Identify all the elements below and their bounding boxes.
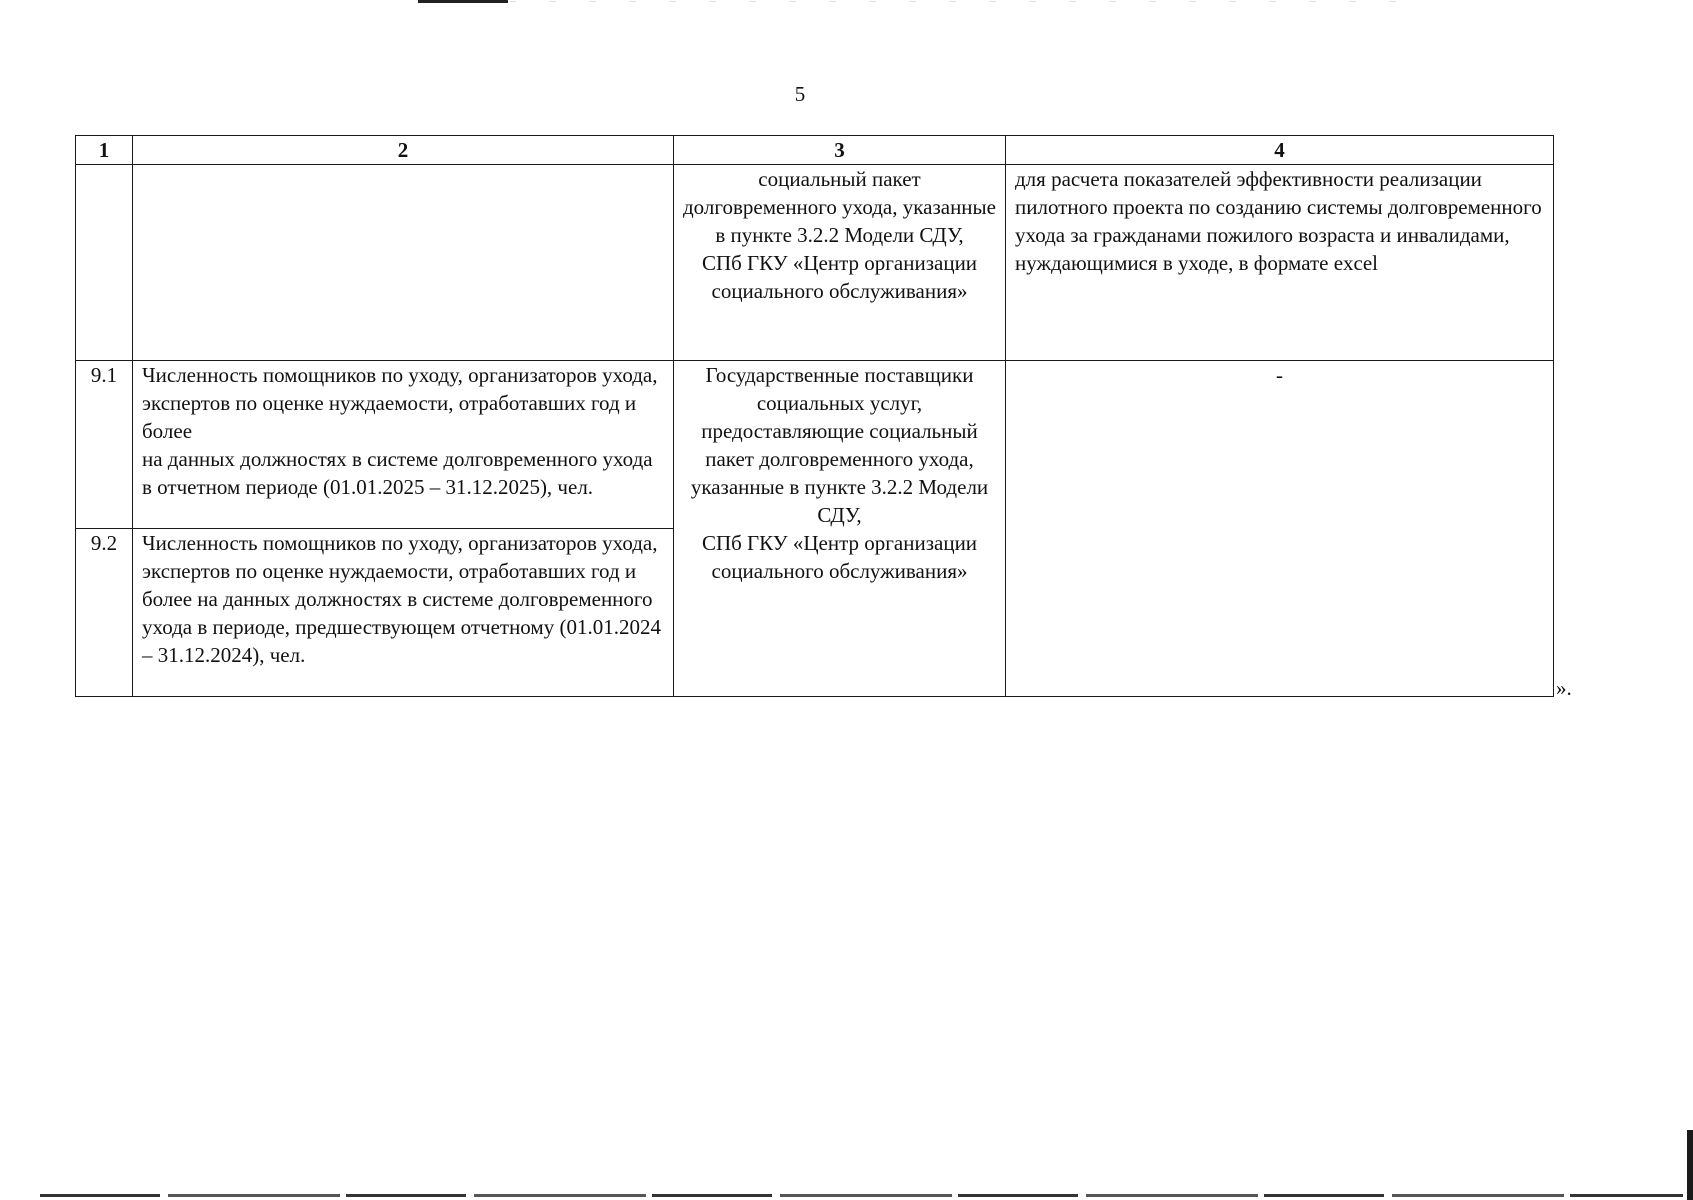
header-col-4: 4 [1006, 136, 1554, 165]
table-header-row [76, 136, 1554, 165]
continued-num-cell [76, 165, 133, 361]
row-num-9-2: 9.2 [76, 529, 133, 697]
row-desc-9-2 [133, 529, 674, 697]
row-desc-9-1 [133, 361, 674, 529]
table-row-continued [76, 165, 1554, 361]
header-col-1: 1 [76, 136, 133, 165]
shared-source-cell [674, 361, 1006, 697]
continued-desc-cell [133, 165, 674, 361]
row-desc-9-2-text: Численность помощников по уходу, организаторов ухода, экспертов по оценке нуждаемости, отработавших год и более на данных должностях в системе долговременного ухода в периоде, предшествующем отчетному (01.01.2024 – 31.12.2024), чел. [142, 531, 661, 667]
scan-artifact-bottom [40, 1194, 1683, 1197]
shared-template-cell: - [1006, 361, 1554, 697]
continued-source-cell [674, 165, 1006, 361]
row-desc-9-1-text: Численность помощников по уходу, организаторов ухода, экспертов по оценке нуждаемости, отработавших год и более на данных должностях в системе долговременного ухода в отчетном периоде (01.01.2025 – 31.12.2025), чел. [142, 363, 658, 499]
page-number: 5 [794, 82, 806, 106]
closing-quote-mark: ». [1556, 676, 1572, 700]
continued-source-text: социальный пакет долговременного ухода, указанные в пункте 3.2.2 Модели СДУ, СПб ГКУ «Центр организации социального обслуживания» [683, 167, 996, 303]
continued-template-cell [1006, 165, 1554, 361]
indicators-table [75, 135, 1554, 697]
header-col-2: 2 [133, 136, 674, 165]
continued-template-text: для расчета показателей эффективности реализации пилотного проекта по созданию системы долговременного ухода за гражданами пожилого возраста и инвалидами, нуждающимися в уходе, в формате excel [1015, 167, 1542, 275]
scan-artifact-top-faint [510, 1, 1410, 2]
row-num-9-1: 9.1 [76, 361, 133, 529]
scan-artifact-top [418, 0, 508, 3]
header-col-3: 3 [674, 136, 1006, 165]
scan-artifact-corner [1687, 1130, 1693, 1200]
table-row [76, 361, 1554, 529]
shared-source-text: Государственные поставщики социальных услуг, предоставляющие социальный пакет долговременного ухода, указанные в пункте 3.2.2 Модели СДУ, СПб ГКУ «Центр организации социального обслуживания» [690, 363, 989, 583]
